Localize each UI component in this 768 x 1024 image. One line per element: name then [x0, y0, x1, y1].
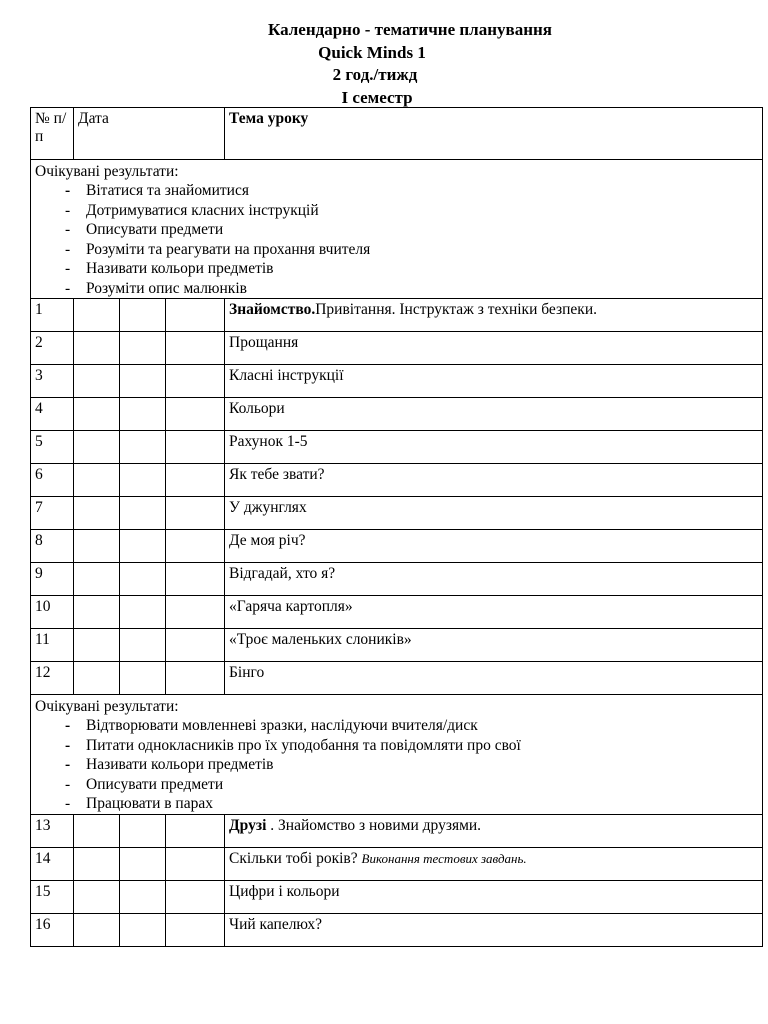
- outcome-item: - Відтворювати мовленневі зразки, наслідуючи вчителя/диск: [61, 716, 758, 736]
- outcomes-cell: [31, 160, 763, 299]
- date-cell: [120, 332, 166, 365]
- topic-text: Прощання: [229, 334, 299, 351]
- lesson-topic: [225, 398, 763, 431]
- outcome-item: - Називати кольори предметів: [61, 259, 758, 279]
- lesson-number: 3: [31, 365, 74, 398]
- lesson-row: [31, 530, 763, 563]
- header-topic: Тема уроку: [225, 108, 763, 160]
- lesson-topic: [225, 814, 763, 847]
- date-cell: [120, 365, 166, 398]
- lesson-row: [31, 880, 763, 913]
- topic-text: Класні інструкції: [229, 367, 344, 384]
- date-cell: [74, 464, 120, 497]
- date-cell: [166, 814, 225, 847]
- lesson-topic: [225, 332, 763, 365]
- date-cell: [74, 497, 120, 530]
- lesson-number: 13: [31, 814, 74, 847]
- table-header-row: [31, 108, 763, 160]
- outcomes-title: Очікувані результати:: [35, 698, 179, 715]
- date-cell: [74, 596, 120, 629]
- date-cell: [120, 398, 166, 431]
- lesson-topic: [225, 596, 763, 629]
- outcome-item: - Питати однокласників про їх уподобання та повідомляти про свої: [61, 736, 758, 756]
- topic-text: Кольори: [229, 400, 285, 417]
- lesson-number: 16: [31, 913, 74, 946]
- lesson-topic: [225, 662, 763, 695]
- date-cell: [74, 847, 120, 880]
- date-cell: [74, 365, 120, 398]
- date-cell: [120, 299, 166, 332]
- date-cell: [120, 563, 166, 596]
- lesson-topic: [225, 847, 763, 880]
- topic-text: Скільки тобі років?: [229, 849, 362, 867]
- topic-heading: Знайомство.: [229, 301, 316, 318]
- outcomes-cell: [31, 695, 763, 815]
- outcome-item: - Розуміти опис малюнків: [61, 279, 758, 299]
- lesson-row: [31, 814, 763, 847]
- lessons-group-2: [31, 814, 763, 946]
- topic-text: Чий капелюх?: [229, 915, 323, 933]
- plan-table: [30, 107, 763, 947]
- date-cell: [74, 431, 120, 464]
- topic-note: Виконання тестових завдань.: [361, 850, 527, 866]
- lesson-number: 15: [31, 880, 74, 913]
- header-semester: І семестр: [341, 87, 413, 107]
- date-cell: [74, 563, 120, 596]
- date-cell: [74, 662, 120, 695]
- date-cell: [166, 497, 225, 530]
- date-cell: [166, 596, 225, 629]
- lesson-number: 2: [31, 332, 74, 365]
- date-cell: [120, 497, 166, 530]
- lesson-number: 5: [31, 431, 74, 464]
- date-cell: [120, 662, 166, 695]
- lesson-topic: [225, 913, 763, 946]
- date-cell: [120, 596, 166, 629]
- date-cell: [166, 332, 225, 365]
- lesson-topic: [225, 563, 763, 596]
- topic-text: Як тебе звати?: [229, 466, 325, 483]
- date-cell: [74, 814, 120, 847]
- lesson-number: 7: [31, 497, 74, 530]
- topic-text: «Гаряча картопля»: [229, 598, 353, 615]
- date-cell: [120, 814, 166, 847]
- date-cell: [120, 913, 166, 946]
- lesson-number: 1: [31, 299, 74, 332]
- topic-text: «Троє маленьких слоників»: [229, 631, 412, 648]
- document-header: [0, 19, 768, 109]
- outcome-item: - Описувати предмети: [61, 220, 758, 240]
- outcome-item: - Описувати предмети: [61, 775, 758, 795]
- date-cell: [74, 913, 120, 946]
- lesson-row: [31, 629, 763, 662]
- date-cell: [120, 464, 166, 497]
- topic-text: Привітання. Інструктаж з техніки безпеки.: [315, 301, 597, 318]
- lesson-topic: [225, 431, 763, 464]
- topic-text: У джунглях: [229, 499, 307, 516]
- header-course: Quick Minds 1: [318, 42, 426, 62]
- date-cell: [74, 398, 120, 431]
- lesson-number: 11: [31, 629, 74, 662]
- lesson-topic: [225, 464, 763, 497]
- date-cell: [166, 365, 225, 398]
- outcome-item: - Вітатися та знайомитися: [61, 181, 758, 201]
- date-cell: [166, 398, 225, 431]
- lesson-topic: [225, 629, 763, 662]
- outcomes-list: [35, 716, 758, 814]
- date-cell: [74, 299, 120, 332]
- lesson-number: 10: [31, 596, 74, 629]
- header-num: № п/п: [31, 108, 74, 160]
- outcome-item: - Дотримуватися класних інструкцій: [61, 201, 758, 221]
- lesson-row: [31, 398, 763, 431]
- outcomes-title: Очікувані результати:: [35, 163, 179, 180]
- topic-text: Бінго: [229, 664, 265, 681]
- lesson-topic: [225, 365, 763, 398]
- date-cell: [166, 847, 225, 880]
- lesson-row: [31, 913, 763, 946]
- date-cell: [166, 880, 225, 913]
- lesson-topic: [225, 299, 763, 332]
- outcome-item: - Працювати в парах: [61, 794, 758, 814]
- topic-text: Відгадай, хто я?: [229, 565, 336, 582]
- topic-heading: Друзі: [229, 816, 267, 834]
- date-cell: [120, 629, 166, 662]
- date-cell: [166, 662, 225, 695]
- lesson-row: [31, 365, 763, 398]
- lesson-topic: [225, 880, 763, 913]
- date-cell: [166, 431, 225, 464]
- lesson-number: 8: [31, 530, 74, 563]
- date-cell: [166, 629, 225, 662]
- outcome-item: - Розуміти та реагувати на прохання вчителя: [61, 240, 758, 260]
- lessons-group-1: [31, 299, 763, 695]
- outcome-item: - Називати кольори предметів: [61, 755, 758, 775]
- date-cell: [74, 332, 120, 365]
- date-cell: [166, 299, 225, 332]
- lesson-number: 4: [31, 398, 74, 431]
- date-cell: [120, 880, 166, 913]
- date-cell: [120, 847, 166, 880]
- lesson-row: [31, 497, 763, 530]
- outcomes-row: [31, 160, 763, 299]
- lesson-row: [31, 847, 763, 880]
- topic-text: Цифри і кольори: [229, 882, 340, 900]
- lesson-row: [31, 563, 763, 596]
- date-cell: [166, 913, 225, 946]
- header-title: Календарно - тематичне планування: [268, 20, 552, 39]
- date-cell: [120, 431, 166, 464]
- lesson-number: 9: [31, 563, 74, 596]
- lesson-number: 6: [31, 464, 74, 497]
- lesson-row: [31, 431, 763, 464]
- topic-text: Рахунок 1-5: [229, 433, 308, 450]
- lesson-number: 12: [31, 662, 74, 695]
- header-date: Дата: [74, 108, 225, 160]
- lesson-topic: [225, 530, 763, 563]
- date-cell: [166, 464, 225, 497]
- lesson-row: [31, 662, 763, 695]
- date-cell: [74, 629, 120, 662]
- lesson-row: [31, 332, 763, 365]
- lesson-row: [31, 299, 763, 332]
- date-cell: [120, 530, 166, 563]
- lesson-row: [31, 464, 763, 497]
- date-cell: [166, 530, 225, 563]
- topic-text: . Знайомство з новими друзями.: [266, 816, 482, 834]
- outcomes-row: [31, 695, 763, 815]
- lesson-number: 14: [31, 847, 74, 880]
- header-hours: 2 год./тижд: [332, 65, 418, 84]
- date-cell: [166, 563, 225, 596]
- date-cell: [74, 880, 120, 913]
- date-cell: [74, 530, 120, 563]
- topic-text: Де моя річ?: [229, 532, 306, 549]
- lesson-topic: [225, 497, 763, 530]
- lesson-row: [31, 596, 763, 629]
- outcomes-list: [35, 181, 758, 298]
